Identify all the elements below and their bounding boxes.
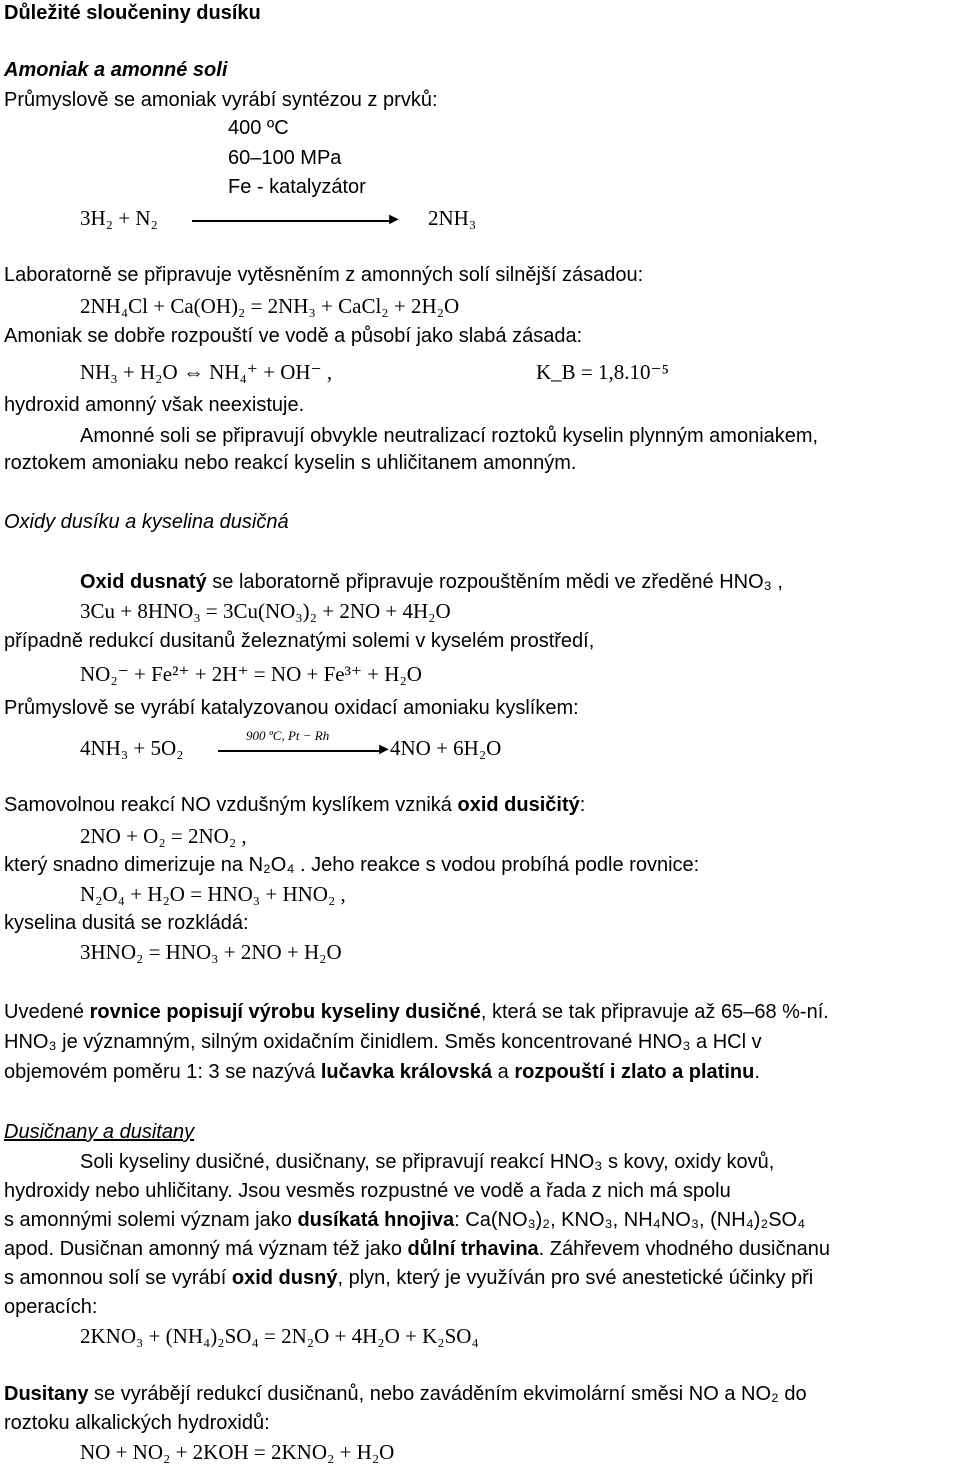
no2-bold-term: oxid dusičitý — [457, 794, 580, 816]
nitrates-line-2: hydroxidy nebo uhličitany. Jsou vesměs rozpustné ve vodě a řada z nich má spolu — [4, 1180, 731, 1202]
l5-a: s amonnou solí se vyrábí — [4, 1267, 232, 1289]
nitrites-line-2: roztoku alkalických hydroxidů: — [4, 1412, 270, 1434]
l4-c: . Záhřevem vhodného dusičnanu — [538, 1238, 830, 1260]
dissolve-text: Amoniak se dobře rozpouští ve vodě a působí jako slabá zásada: — [4, 325, 583, 347]
p3-bold-dissolves: rozpouští i zlato a platinu — [514, 1061, 755, 1083]
no2-text-c: : — [579, 794, 586, 816]
equation-copper: 3Cu + 8HNO₃ = 3Cu(NO₃)₂ + 2NO + 4H₂O — [80, 599, 451, 623]
equation-synthesis-left: 3H₂ + N₂ — [80, 206, 158, 230]
equation-synthesis-right: 2NH₃ — [428, 206, 477, 230]
p3-mid: a — [492, 1061, 515, 1083]
l5-c: , plyn, který je využíván pro své anestetické účinky při — [337, 1267, 814, 1289]
hydroxide-note: hydroxid amonný však neexistuje. — [4, 394, 305, 416]
dimerization-text: který snadno dimerizuje na N₂O₄ . Jeho reakce s vodou probíhá podle rovnice: — [4, 854, 700, 876]
equation-ostwald-conditions: 900 ºC, Pt − Rh — [246, 728, 330, 743]
arrow-head-icon: ► — [386, 211, 402, 228]
l3-c: : Ca(NO₃)₂, KNO₃, NH₄NO₃, (NH₄)₂SO₄ — [454, 1209, 806, 1231]
condition-catalyst: Fe - katalyzátor — [228, 176, 366, 198]
nitrates-line-5 — [4, 1268, 813, 1288]
p3-bold-aqua-regia: lučavka královská — [320, 1061, 493, 1083]
equation-ostwald-left: 4NH₃ + 5O₂ — [80, 736, 184, 760]
equation-nitrite-production: NO + NO₂ + 2KOH = 2KNO₂ + H₂O — [80, 1440, 395, 1464]
ammonia-intro: Průmyslově se amoniak vyrábí syntézou z prvků: — [4, 89, 438, 111]
nitric-acid-para-2: HNO₃ je významným, silným oxidačním činidlem. Směs koncentrované HNO₃ a HCl v — [4, 1031, 762, 1053]
condition-temperature: 400 ºC — [228, 117, 289, 139]
l4-bold-explosive: důlní trhavina — [407, 1238, 539, 1260]
l5-bold-n2o: oxid dusný — [231, 1267, 338, 1289]
equation-lab: 2NH₄Cl + Ca(OH)₂ = 2NH₃ + CaCl₂ + 2H₂O — [80, 294, 460, 318]
nitrites-line-1 — [4, 1384, 807, 1404]
nitrates-line-6: operacích: — [4, 1296, 98, 1318]
section-heading-nitrates: Dusičnany a dusitany — [4, 1121, 195, 1143]
nitrites-rest: se vyrábějí redukcí dusičnanů, nebo zaváděním ekvimolární směsi NO a NO₂ do — [88, 1383, 807, 1405]
page-title: Důležité sloučeniny dusíku — [4, 2, 261, 24]
no2-text — [4, 795, 585, 815]
section-heading-ammonia: Amoniak a amonné soli — [4, 59, 228, 81]
equation-hno2: 3HNO₂ = HNO₃ + 2NO + H₂O — [80, 940, 342, 964]
reaction-arrow — [192, 220, 390, 222]
alternative-text: případně redukcí dusitanů železnatými solemi v kyselém prostředí, — [4, 630, 595, 652]
p1-a: Uvedené — [4, 1001, 90, 1023]
nitrites-bold-term: Dusitany — [4, 1383, 89, 1405]
no-preparation-text — [80, 572, 783, 592]
kb-constant: K_B = 1,8.10⁻⁵ — [536, 360, 669, 384]
l3-a: s amonnými solemi význam jako — [4, 1209, 298, 1231]
p3-end: . — [754, 1061, 760, 1083]
arrow-head-icon: ► — [376, 741, 392, 758]
section-heading-oxides: Oxidy dusíku a kyselina dusičná — [4, 511, 289, 533]
no-preparation-rest: se laboratorně připravuje rozpouštěním mědi ve zředěné HNO₃ , — [206, 571, 783, 593]
reaction-arrow-ostwald — [218, 750, 380, 752]
lab-preparation-text: Laboratorně se připravuje vytěsněním z amonných solí silnější zásadou: — [4, 264, 644, 286]
nitrates-line-3 — [4, 1210, 805, 1230]
condition-pressure: 60–100 MPa — [228, 147, 342, 169]
nitrates-line-4 — [4, 1239, 830, 1259]
salts-line-1: Amonné soli se připravují obvykle neutralizací roztoků kyselin plynným amoniakem, — [80, 425, 819, 447]
equation-nitrite: NO₂⁻ + Fe²⁺ + 2H⁺ = NO + Fe³⁺ + H₂O — [80, 662, 422, 686]
equation-equilibrium: NH₃ + H₂O ⇔ NH₄⁺ + OH⁻ , — [80, 360, 333, 384]
nitric-acid-para-1 — [4, 1002, 829, 1022]
equation-ostwald-right: 4NO + 6H₂O — [390, 736, 502, 760]
industrial-text: Průmyslově se vyrábí katalyzovanou oxidací amoniaku kyslíkem: — [4, 697, 579, 719]
equation-no2: 2NO + O₂ = 2NO₂ , — [80, 824, 247, 848]
no-bold-term: Oxid dusnatý — [80, 571, 207, 593]
nitrates-line-1: Soli kyseliny dusičné, dusičnany, se připravují reakcí HNO₃ s kovy, oxidy kovů, — [80, 1151, 775, 1173]
p1-c: , která se tak připravuje až 65–68 %-ní. — [480, 1001, 829, 1023]
nitrous-acid-text: kyselina dusitá se rozkládá: — [4, 912, 249, 934]
nitric-acid-para-3 — [4, 1062, 760, 1082]
l4-a: apod. Dusičnan amonný má význam též jako — [4, 1238, 408, 1260]
l3-bold-fertilizers: dusíkatá hnojiva — [297, 1209, 455, 1231]
equation-n2o4: N₂O₄ + H₂O = HNO₃ + HNO₂ , — [80, 882, 346, 906]
p3-a: objemovém poměru 1: 3 se nazývá — [4, 1061, 321, 1083]
equation-n2o: 2KNO₃ + (NH₄)₂SO₄ = 2N₂O + 4H₂O + K₂SO₄ — [80, 1324, 479, 1348]
salts-line-2: roztokem amoniaku nebo reakcí kyselin s uhličitanem amonným. — [4, 452, 577, 474]
p1-bold: rovnice popisují výrobu kyseliny dusičné — [89, 1001, 481, 1023]
no2-text-a: Samovolnou reakcí NO vzdušným kyslíkem vzniká — [4, 794, 458, 816]
